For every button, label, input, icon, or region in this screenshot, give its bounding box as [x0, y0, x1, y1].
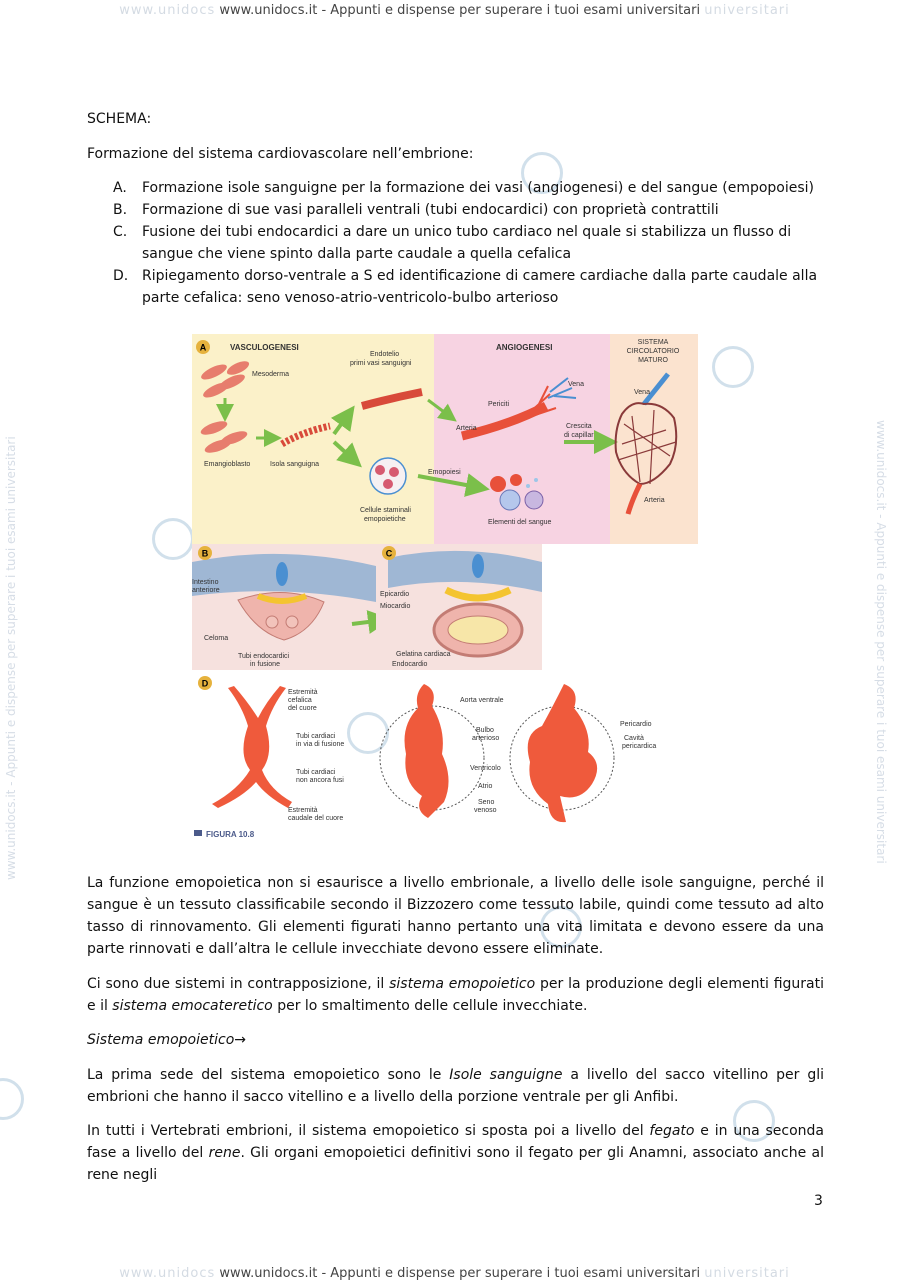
label-mature-vein: Vena [634, 389, 650, 396]
label-foregut-1: Intestino [192, 579, 219, 586]
header-ghost-right: universitari [704, 3, 790, 18]
tag-a-text: A [199, 342, 207, 353]
label-caudal-2: caudale del cuore [288, 815, 344, 822]
paragraph-two-systems: Ci sono due sistemi in contrapposizione, il sistema emopoietico per la produzione degli elementi figurati e il sistema emocateretico per lo smaltimento delle cellule invecchiate. [87, 976, 825, 1014]
panel-d-mature-heart [528, 684, 597, 822]
panel-d-looping-heart [405, 684, 449, 818]
label-tubes-2: in fusione [250, 661, 280, 668]
label-mature-3: MATURO [638, 357, 668, 364]
label-blood-island: Isola sanguigna [270, 461, 320, 468]
label-mature-artery: Arteria [644, 497, 665, 504]
label-pericardium: Pericardio [620, 721, 652, 728]
panel-a-angiogenesis-bg [434, 334, 610, 544]
label-pericytes: Periciti [488, 401, 510, 408]
intro-text: Formazione del sistema cardiovascolare nell’embrione: [87, 146, 474, 162]
label-artery: Arteria [456, 425, 477, 432]
side-watermark-left: www.unidocs.it - Appunti e dispense per superare i tuoi esami universitari [4, 436, 18, 880]
paragraph-blood-islands: La prima sede del sistema emopoietico sono le Isole sanguigne a livello del sacco vitellino per gli embrioni che hanno il sacco vitellino e a livello della porzione ventrale per gli Anfibi. [87, 1067, 824, 1105]
paragraph-hematopoietic-function: La funzione emopoietica non si esaurisce a livello embrionale, a livello delle isole sanguigne, perché il sangue è un tessuto classificabile secondo il Bizzozero come tessuto labile, quindi come tessuto ad alto tasso di rinnovamento. Gli elementi figurati hanno pertanto una vita limitata e devono essere da una parte rinnovati e dall’altra le cellule invecchiate devono essere eliminate. [87, 875, 824, 957]
label-caudal-1: Estremità [288, 807, 318, 814]
list-item: A. Formazione isole sanguigne per la formazione dei vasi (angiogenesi) e del sangue (empopoiesi) [113, 180, 815, 196]
label-epicardium: Epicardio [380, 591, 410, 598]
label-capillary-1: Crescita [566, 423, 592, 430]
label-mesoderm: Mesoderma [252, 371, 289, 378]
watermark-logo-icon [0, 1078, 24, 1120]
label-atrium: Atrio [478, 783, 493, 790]
label-endocardium: Endocardio [392, 661, 428, 668]
header-ghost-left: www.unidocs [119, 3, 216, 18]
label-endothelium-1: Endotelio [370, 351, 400, 358]
arrow-right-icon: → [234, 1032, 246, 1048]
label-sinus-1: Seno [478, 799, 495, 806]
label-stem-2: emopoietiche [364, 516, 406, 523]
label-fusing-1: Tubi cardiaci [296, 733, 336, 740]
list-item: D. Ripiegamento dorso-ventrale a S ed identificazione di camere cardiache dalla parte caudale alla parte cefalica: seno venoso-atrio-ventricolo-bulbo arterioso [113, 268, 818, 306]
label-jelly: Gelatina cardiaca [396, 651, 451, 658]
footer-ghost-left: www.unidocs [119, 1266, 216, 1281]
page-footer [0, 1266, 909, 1281]
formation-steps-list [113, 177, 824, 309]
label-cavity-1: Cavità [624, 735, 644, 742]
label-cephalic-2: cefalica [288, 697, 312, 704]
paragraph-vertebrates: In tutti i Vertebrati embrioni, il sistema emopoietico si sposta poi a livello del fegato e in una seconda fase a livello del rene. Gli organi emopoietici definitivi sono il fegato per gli Anamni, associato anche al rene negli [87, 1123, 824, 1183]
label-unfused-2: non ancora fusi [296, 777, 344, 784]
label-cavity-2: pericardica [622, 743, 657, 750]
schema-label: SCHEMA: [87, 111, 152, 127]
page-header [0, 3, 909, 18]
tag-b-text: B [201, 548, 209, 559]
label-myocardium: Miocardio [380, 603, 411, 610]
label-cephalic-3: del cuore [288, 705, 317, 712]
panel-a-mature-bg [610, 334, 698, 544]
footer-text: www.unidocs.it - Appunti e dispense per superare i tuoi esami universitari [219, 1266, 701, 1281]
label-foregut-2: anteriore [192, 587, 220, 594]
label-aorta: Aorta ventrale [460, 697, 504, 704]
label-ventricle: Ventricolo [470, 765, 501, 772]
label-capillary-2: di capillari [564, 432, 596, 439]
label-vasculogenesis: VASCULOGENESI [230, 343, 299, 352]
label-bulb-1: Bulbo [476, 727, 494, 734]
figure-caption-marker [194, 830, 202, 836]
cardiovascular-development-figure [192, 334, 698, 840]
label-mature-1: SISTEMA [637, 339, 669, 346]
panel-d-early-heart [212, 686, 292, 808]
tag-d-text: D [201, 678, 209, 689]
label-unfused-1: Tubi cardiaci [296, 769, 336, 776]
watermark-logo-icon [152, 518, 194, 560]
label-mature-2: CIRCOLATORIO [626, 348, 680, 355]
label-sinus-2: venoso [474, 807, 497, 814]
watermark-logo-icon [712, 346, 754, 388]
page-number: 3 [814, 1193, 823, 1209]
side-watermark-right: www.unidocs.it - Appunti e dispense per superare i tuoi esami universitari [874, 420, 888, 864]
label-vein: Vena [568, 381, 584, 388]
figure-caption: FIGURA 10.8 [206, 830, 255, 839]
label-hematopoiesis: Emopoiesi [428, 469, 461, 476]
label-angiogenesis: ANGIOGENESI [496, 343, 553, 352]
header-text: www.unidocs.it - Appunti e dispense per superare i tuoi esami universitari [219, 3, 701, 18]
label-stem-1: Cellule staminali [360, 507, 411, 514]
tag-c-text: C [385, 548, 393, 559]
label-hemangioblast: Emangioblasto [204, 461, 251, 468]
label-tubes-1: Tubi endocardici [238, 653, 290, 660]
list-item: B. Formazione di sue vasi paralleli ventrali (tubi endocardici) con proprietà contrattili [113, 202, 719, 218]
heading-hematopoietic-system: Sistema emopoietico→ [87, 1032, 246, 1048]
label-blood-elements: Elementi del sangue [488, 519, 552, 526]
label-bulb-2: arterioso [472, 735, 500, 742]
list-item: C. Fusione dei tubi endocardici a dare un unico tubo cardiaco nel quale si stabilizza un flusso di sangue che viene spinto dalla parte caudale a quella cefalica [113, 224, 792, 262]
label-fusing-2: in via di fusione [296, 741, 345, 748]
label-cephalic-1: Estremità [288, 689, 318, 696]
label-coelom: Celoma [204, 635, 229, 642]
footer-ghost-right: universitari [704, 1266, 790, 1281]
label-endothelium-2: primi vasi sanguigni [350, 360, 412, 367]
